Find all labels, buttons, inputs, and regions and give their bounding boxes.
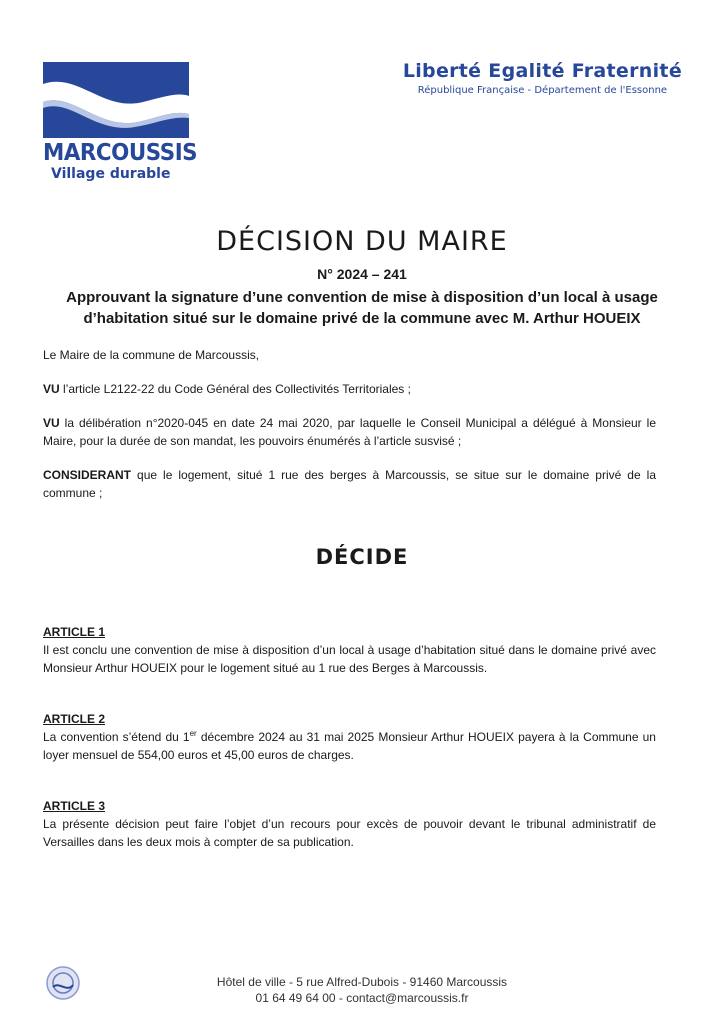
vu-keyword: VU <box>43 416 60 430</box>
ordinal-superscript: er <box>189 729 197 738</box>
decide-heading: DÉCIDE <box>315 545 409 569</box>
article-text-start: La convention s’étend du 1 <box>43 730 190 744</box>
article-text <box>43 728 656 764</box>
article-heading: ARTICLE 3 <box>43 799 106 813</box>
footer <box>0 974 724 1006</box>
vu-paragraph-1 <box>43 380 656 398</box>
article-1 <box>43 623 656 677</box>
logo-name: MARCOUSSIS <box>43 140 198 166</box>
vu-keyword: VU <box>43 382 60 396</box>
article-3 <box>43 797 656 851</box>
marcoussis-wave-icon <box>43 62 189 138</box>
article-text: La présente décision peut faire l’objet d’un recours pour excès de pouvoir devant le tribunal administratif de Versailles dans les deux mois à compter de sa publication. <box>43 817 656 849</box>
vu-text: la délibération n°2020-045 en date 24 mai 2020, par laquelle le Conseil Municipal a délégué à Monsieur le Maire, pour la durée de son mandat, les pouvoirs énumérés à l’article susvisé ; <box>43 416 656 448</box>
motto-subtitle: République Française - Département de l'Essonne <box>417 85 668 96</box>
footer-contact: 01 64 49 64 00 - contact@marcoussis.fr <box>255 991 469 1005</box>
intro-paragraph: Le Maire de la commune de Marcoussis, <box>43 348 260 362</box>
article-text-end: décembre 2024 au 31 mai 2025 Monsieur Arthur HOUEIX payera à la Commune un loyer mensuel de 554,00 euros et 45,00 euros de charges. <box>43 730 656 762</box>
article-2 <box>43 710 656 764</box>
decision-subtitle <box>40 287 684 329</box>
vu-text: l’article L2122-22 du Code Général des Collectivités Territoriales ; <box>59 382 411 396</box>
logo-tagline: Village durable <box>51 166 171 182</box>
document-title: DÉCISION DU MAIRE <box>216 226 508 257</box>
motto-text: Liberté Egalité Fraternité <box>402 60 682 82</box>
republic-motto <box>403 60 682 96</box>
article-heading: ARTICLE 2 <box>43 712 106 726</box>
subtitle-line-1: Approuvant la signature d’une convention de mise à disposition d’un local à usage <box>66 289 658 306</box>
footer-address: Hôtel de ville - 5 rue Alfred-Dubois - 91460 Marcoussis <box>216 975 508 989</box>
considerant-paragraph <box>43 466 656 502</box>
considerant-text: que le logement, situé 1 rue des berges à Marcoussis, se situe sur le domaine privé de la commune ; <box>43 468 656 500</box>
marcoussis-logo <box>43 62 198 182</box>
article-heading: ARTICLE 1 <box>43 625 106 639</box>
article-text: Il est conclu une convention de mise à disposition d’un local à usage d’habitation situé dans le domaine privé avec Monsieur Arthur HOUEIX pour le logement situé au 1 rue des Berges à Marcoussis. <box>43 643 656 675</box>
considerant-keyword: CONSIDERANT <box>43 468 132 482</box>
vu-paragraph-2 <box>43 414 656 450</box>
decision-number: N° 2024 – 241 <box>317 266 407 282</box>
subtitle-line-2: d’habitation situé sur le domaine privé de la commune avec M. Arthur HOUEIX <box>83 310 641 327</box>
